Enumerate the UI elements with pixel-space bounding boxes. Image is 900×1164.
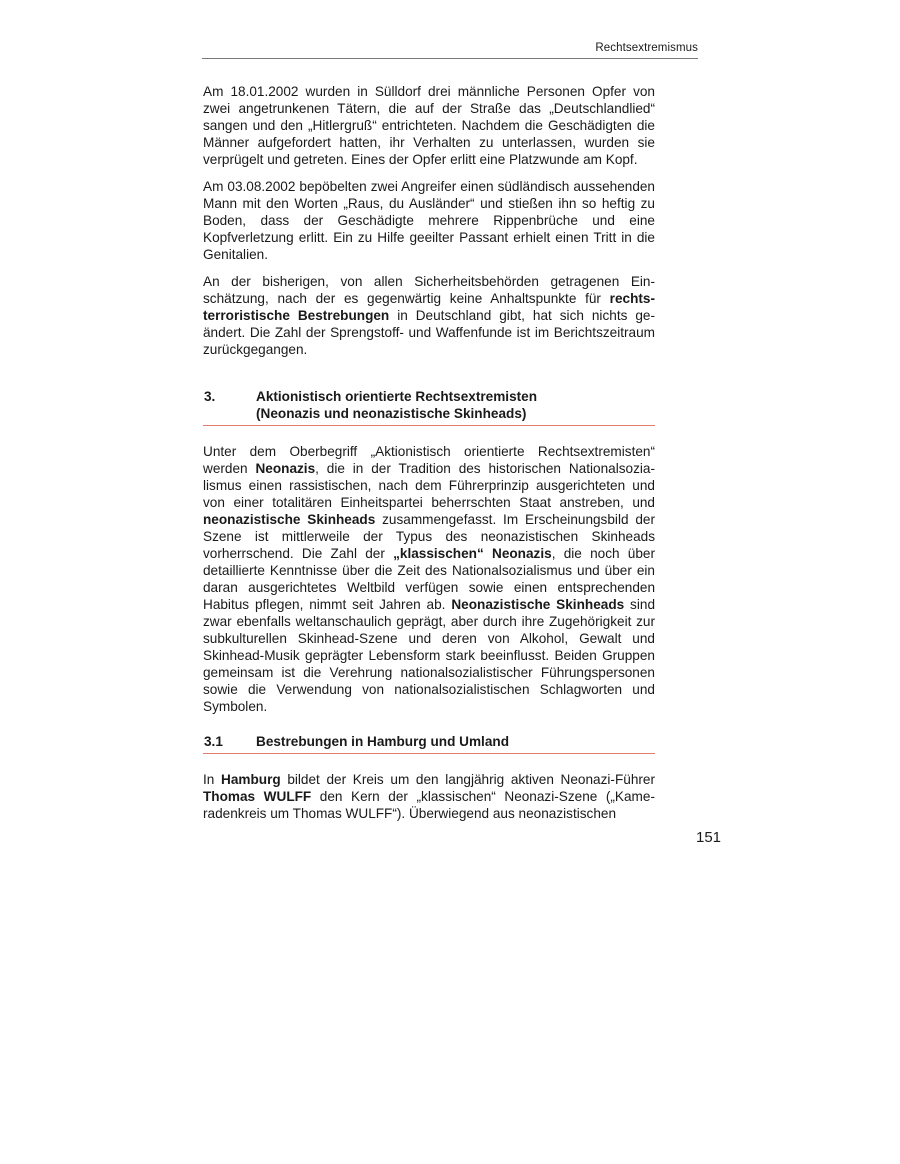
- text-run: , die noch über detaillierte Kenntnisse über die Zeit des Nationalsozialismus und über ein daran ausgerichtetes Weltbild verfügen sowie einen entsprechenden Habitus pflegen, nimmt seit Jahren ab.: [203, 546, 655, 612]
- text-run: sind zwar ebenfalls weltanschaulich geprägt, aber durch ihre Zugehörigkeit zur subkulturellen Skinhead-Szene und deren von Alkohol, Gewalt und Skinhead-Musik geprägter Lebensform stark beeinflusst. Beiden Gruppen gemeinsam ist die Verehrung nationalsozialistischer Führungspersonen sowie die Verwendung von nationalsozialistischen Schlagworten und Symbolen.: [203, 597, 655, 714]
- section-heading-3-1: [203, 733, 655, 754]
- bold-term: Neonazis: [255, 461, 316, 476]
- text-run: , die in der Tradition des historischen Nationalsozialismus einen rassistischen, nach dem Führerprinzip ausgerichteten und von einer totalitären Einheitspartei beherrschten Staat anstreben, und: [203, 461, 655, 510]
- text-run: An der bisherigen, von allen Sicherheitsbehörden getragenen Einschätzung, nach der es gegenwärtig keine Anhaltspunkte für: [203, 274, 655, 306]
- paragraph-terror-assessment: [203, 273, 655, 358]
- bold-term: rechtsterroristische Bestrebungen: [203, 291, 655, 323]
- section-number: 3.: [204, 389, 216, 404]
- section-title-line-1: Aktionistisch orientierte Rechtsextremisten: [256, 389, 538, 404]
- running-header: [202, 40, 698, 59]
- section-title: Bestrebungen in Hamburg und Umland: [256, 734, 510, 749]
- section-title-line-2: (Neonazis und neonazistische Skinheads): [256, 406, 527, 421]
- bold-term: Neonazistische Skinheads: [451, 597, 625, 612]
- page-body: [203, 83, 655, 832]
- text-run: In: [203, 772, 221, 787]
- paragraph-incident-suelldorf: Am 18.01.2002 wurden in Sülldorf drei männliche Personen Opfer von zwei angetrunkenen Tätern, die auf der Straße das „Deutschlandlied“ sangen und den „Hitlergruß“ entrichteten. Nachdem die Geschädigten die Männer aufgefordert hatten, ihr Verhalten zu unterlassen, wurden sie verprügelt und getreten. Eines der Opfer erlitt eine Platzwunde am Kopf.: [203, 84, 655, 167]
- section-number: 3.1: [204, 734, 223, 749]
- text-run: in Deutschland gibt, hat sich nichts geändert. Die Zahl der Sprengstoff- und Waffenfunde ist im Berichtszeitraum zurückgegangen.: [203, 308, 655, 357]
- running-header-title: Rechtsextremismus: [595, 42, 698, 54]
- text-run: zusammengefasst. Im Erscheinungsbild der Szene ist mittlerweile der Typus des neonazistischen Skinheads vorherrschend. Die Zahl der: [203, 512, 656, 561]
- paragraph-section-3: [203, 443, 655, 715]
- paragraph-section-3-1: [203, 771, 655, 822]
- bold-term: „klassischen“ Neonazis: [393, 546, 552, 561]
- text-run: Unter dem Oberbegriff „Aktionistisch orientierte Rechtsextremisten“ werden: [203, 444, 655, 476]
- bold-term: Thomas WULFF: [203, 789, 312, 804]
- page-number: 151: [696, 829, 722, 846]
- text-run: bildet der Kreis um den langjährig aktiven Neonazi-Führer: [280, 772, 655, 787]
- bold-term: neonazistische Skinheads: [203, 512, 376, 527]
- section-heading-3: [203, 388, 655, 426]
- text-run: den Kern der „klassischen“ Neonazi-Szene („Kameradenkreis um Thomas WULFF“). Überwiegend aus neonazistischen: [203, 789, 655, 821]
- paragraph-incident-assault: Am 03.08.2002 bepöbelten zwei Angreifer einen südländisch aussehenden Mann mit den Worten „Raus, du Ausländer“ und stießen ihn so heftig zu Boden, dass der Geschädigte mehrere Rippenbrüche und eine Kopfverletzung erlitt. Ein zu Hilfe geeilter Passant erhielt einen Tritt in die Genitalien.: [203, 179, 655, 262]
- bold-term: Hamburg: [221, 772, 281, 787]
